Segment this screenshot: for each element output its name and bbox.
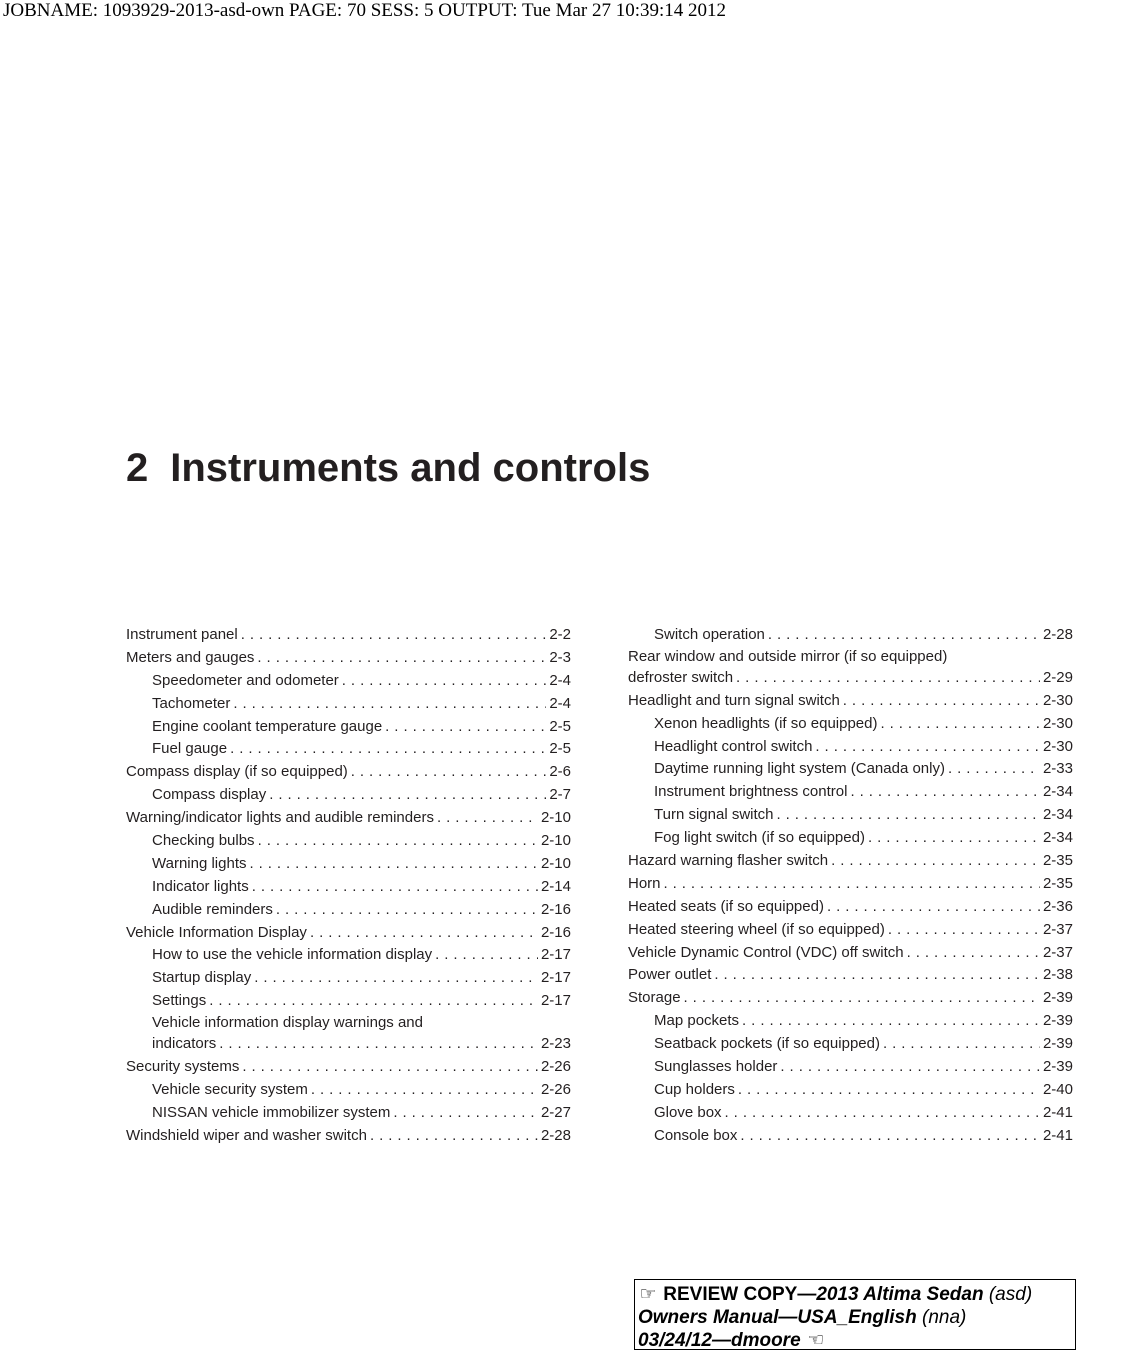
toc-entry-label: Vehicle Dynamic Control (VDC) off switch [628,943,904,961]
toc-entry-page: 2-7 [549,786,571,804]
toc-entry[interactable] [126,693,571,716]
review-model-code: (asd) [983,1284,1033,1305]
toc-entry-page: 2-39 [1042,989,1073,1007]
toc-entry-label: Windshield wiper and washer switch [126,1126,367,1144]
toc-entry-page: 2-28 [540,1126,571,1144]
toc-entry-label: defroster switch [628,668,734,686]
toc-leader-dots [269,784,546,807]
toc-entry-label: indicators [152,1035,217,1053]
toc-entry[interactable] [628,896,1073,919]
toc-entry-page: 2-23 [540,1035,571,1053]
toc-entry[interactable] [628,1033,1073,1056]
toc-entry-page: 2-10 [540,854,571,872]
toc-entry[interactable] [126,922,571,945]
toc-entry-label: Heated steering wheel (if so equipped) [628,920,885,938]
toc-entry-label: Map pockets [654,1012,740,1030]
toc-entry-label: Seatback pockets (if so equipped) [654,1035,880,1053]
toc-right-column [628,624,1073,1148]
toc-entry-line2 [152,1033,571,1056]
toc-entry[interactable] [126,761,571,784]
chapter-title [126,444,650,492]
toc-leader-dots [883,1033,1040,1056]
toc-entry-page: 2-34 [1042,829,1073,847]
toc-entry-page: 2-30 [1042,737,1073,755]
toc-entry[interactable] [126,807,571,830]
toc-entry-label: Fog light switch (if so equipped) [654,829,865,847]
toc-entry-page: 2-14 [540,877,571,895]
toc-leader-dots [437,807,538,830]
toc-entry-label: NISSAN vehicle immobilizer system [152,1103,391,1121]
toc-entry[interactable] [628,647,1073,690]
toc-entry[interactable] [628,781,1073,804]
toc-entry-label: Headlight control switch [654,737,813,755]
toc-entry[interactable] [628,690,1073,713]
toc-entry-label: Hazard warning flasher switch [628,852,829,870]
toc-entry-page: 2-4 [549,671,571,689]
toc-entry-label: Power outlet [628,966,712,984]
toc-leader-dots [241,624,547,647]
toc-entry-label: Daytime running light system (Canada only) [654,760,945,778]
review-manual-code: (nna) [916,1307,967,1328]
toc-entry[interactable] [126,716,571,739]
toc-leader-dots [815,736,1040,759]
toc-entry-page: 2-41 [1042,1103,1073,1121]
toc-entry-label: Turn signal switch [654,806,774,824]
toc-leader-dots [219,1033,538,1056]
toc-entry-page: 2-41 [1042,1126,1073,1144]
toc-entry-page: 2-17 [540,992,571,1010]
toc-entry-page: 2-38 [1042,966,1073,984]
toc-entry[interactable] [628,873,1073,896]
toc-entry[interactable] [126,1102,571,1125]
toc-entry[interactable] [126,830,571,853]
toc-leader-dots [881,713,1040,736]
toc-entry-label: Console box [654,1126,738,1144]
toc-leader-dots [257,647,546,670]
toc-leader-dots [230,738,546,761]
toc-entry[interactable] [126,944,571,967]
toc-leader-dots [385,716,546,739]
toc-entry-page: 2-30 [1042,714,1073,732]
toc-entry-page: 2-35 [1042,874,1073,892]
toc-entry-label: Warning/indicator lights and audible reminders [126,809,434,827]
toc-leader-dots [888,919,1040,942]
toc-entry[interactable] [126,899,571,922]
toc-leader-dots [342,670,547,693]
toc-entry[interactable] [126,784,571,807]
toc-entry-label: Engine coolant temperature gauge [152,717,383,735]
toc-leader-dots [736,667,1040,690]
toc-entry-line2 [628,667,1073,690]
toc-entry-label-line1: Rear window and outside mirror (if so equipped) [628,647,948,665]
toc-leader-dots [664,873,1040,896]
toc-entry-label: Instrument brightness control [654,783,848,801]
toc-entry-label: Vehicle security system [152,1080,308,1098]
toc-entry-page: 2-37 [1042,920,1073,938]
toc-entry-label: How to use the vehicle information display [152,946,433,964]
toc-entry[interactable] [126,1125,571,1148]
toc-entry-label: Meters and gauges [126,648,255,666]
toc-entry[interactable] [126,876,571,899]
pointing-hand-right-icon: ☞ [639,1284,657,1305]
toc-entry-label: Audible reminders [152,900,273,918]
toc-leader-dots [393,1102,538,1125]
toc-entry-label: Xenon headlights (if so equipped) [654,714,878,732]
toc-entry-page: 2-26 [540,1080,571,1098]
toc-entry-page: 2-28 [1042,626,1073,643]
toc-entry[interactable] [628,758,1073,781]
toc-entry-label: Storage [628,989,681,1007]
toc-entry-page: 2-27 [540,1103,571,1121]
toc-entry[interactable] [126,670,571,693]
toc-entry-label: Warning lights [152,854,247,872]
toc-leader-dots [254,967,538,990]
toc-entry-page: 2-6 [549,763,571,781]
toc-entry-page: 2-10 [540,832,571,850]
toc-leader-dots [310,922,538,945]
toc-entry-label: Checking bulbs [152,832,255,850]
toc-entry[interactable] [628,919,1073,942]
toc-entry-page: 2-16 [540,923,571,941]
toc-entry-page: 2-39 [1042,1035,1073,1053]
toc-entry-label: Switch operation [654,626,765,643]
toc-leader-dots [827,896,1040,919]
toc-leader-dots [258,830,538,853]
toc-entry[interactable] [126,967,571,990]
toc-entry[interactable] [126,1013,571,1056]
toc-entry-label: Heated seats (if so equipped) [628,897,824,915]
toc-entry-label: Indicator lights [152,877,249,895]
toc-leader-dots [740,1125,1040,1148]
toc-entry[interactable] [126,624,571,647]
toc-entry-page: 2-33 [1042,760,1073,778]
review-line-1 [638,1283,1075,1306]
toc-entry-page: 2-35 [1042,852,1073,870]
toc-entry-page: 2-29 [1042,668,1073,686]
toc-leader-dots [777,804,1040,827]
toc-entry-page: 2-5 [549,717,571,735]
toc-entry[interactable] [628,804,1073,827]
toc-entry-label: Startup display [152,969,252,987]
toc-leader-dots [233,693,546,716]
toc-leader-dots [768,624,1040,647]
toc-entry-label: Compass display [152,786,267,804]
toc-entry-page: 2-34 [1042,806,1073,824]
review-line-3 [638,1329,1075,1352]
toc-left-column [126,624,571,1148]
toc-entry-page: 2-36 [1042,897,1073,915]
toc-leader-dots [831,850,1040,873]
toc-leader-dots [738,1079,1040,1102]
job-header: JOBNAME: 1093929-2013-asd-own PAGE: 70 SESS: 5 OUTPUT: Tue Mar 27 10:39:14 2012 [3,0,727,21]
toc-entry-label: Instrument panel [126,626,238,643]
chapter-name: Instruments and controls [170,446,651,490]
toc-entry-page: 2-17 [540,946,571,964]
toc-leader-dots [868,827,1040,850]
toc-leader-dots [948,758,1040,781]
toc-entry[interactable] [628,1056,1073,1079]
toc-entry-label: Horn [628,874,661,892]
toc-leader-dots [311,1079,538,1102]
toc-entry[interactable] [628,987,1073,1010]
toc-leader-dots [780,1056,1040,1079]
toc-entry[interactable] [126,738,571,761]
toc-entry[interactable] [628,942,1073,965]
toc-entry-page: 2-37 [1042,943,1073,961]
toc-entry-label: Security systems [126,1058,240,1076]
chapter-number: 2 [126,446,149,490]
toc-entry-page: 2-16 [540,900,571,918]
toc-entry[interactable] [628,1079,1073,1102]
toc-entry-label: Headlight and turn signal switch [628,691,840,709]
review-date-editor: 03/24/12—dmoore [638,1330,801,1351]
toc-entry-page: 2-40 [1042,1080,1073,1098]
toc-leader-dots [276,899,538,922]
toc-entry-label: Speedometer and odometer [152,671,339,689]
toc-leader-dots [242,1056,538,1079]
toc-entry-label: Fuel gauge [152,740,228,758]
toc-entry[interactable] [628,964,1073,987]
toc-leader-dots [850,781,1040,804]
toc-entry[interactable] [628,713,1073,736]
toc-entry-page: 2-17 [540,969,571,987]
toc-leader-dots [249,853,537,876]
toc-entry[interactable] [126,1056,571,1079]
toc-entry[interactable] [126,990,571,1013]
toc-entry-page: 2-5 [549,740,571,758]
toc-entry[interactable] [628,850,1073,873]
toc-entry-page: 2-26 [540,1058,571,1076]
toc-entry-page: 2-30 [1042,691,1073,709]
toc-entry-label: Vehicle Information Display [126,923,307,941]
toc-entry-page: 2-39 [1042,1058,1073,1076]
toc-entry[interactable] [126,1079,571,1102]
toc-entry[interactable] [628,1125,1073,1148]
toc-entry-page: 2-3 [549,648,571,666]
toc-entry-page: 2-4 [549,694,571,712]
toc-entry-page: 2-10 [540,809,571,827]
toc-leader-dots [714,964,1040,987]
toc-entry-label: Cup holders [654,1080,735,1098]
toc-entry[interactable] [628,624,1073,647]
toc-entry-page: 2-34 [1042,783,1073,801]
toc-entry-label: Compass display (if so equipped) [126,763,348,781]
toc-entry[interactable] [126,853,571,876]
toc-entry[interactable] [628,1010,1073,1033]
toc-entry-label-line1: Vehicle information display warnings and [152,1014,423,1032]
pointing-hand-left-icon: ☜ [807,1330,825,1351]
toc-entry-label: Sunglasses holder [654,1058,778,1076]
toc-leader-dots [370,1125,538,1148]
toc-entry[interactable] [126,647,571,670]
review-label: REVIEW COPY— [663,1284,817,1305]
toc-entry-page: 2-39 [1042,1012,1073,1030]
toc-entry-label: Settings [152,992,207,1010]
toc-entry[interactable] [628,1102,1073,1125]
toc-leader-dots [907,942,1040,965]
toc-entry-page: 2-2 [549,626,571,643]
toc-leader-dots [843,690,1040,713]
review-model: 2013 Altima Sedan [816,1284,984,1305]
review-line-2 [638,1306,1075,1329]
toc-leader-dots [725,1102,1040,1125]
toc-leader-dots [351,761,547,784]
toc-entry[interactable] [628,827,1073,850]
toc-entry-label: Glove box [654,1103,722,1121]
toc-leader-dots [209,990,538,1013]
toc-leader-dots [435,944,538,967]
review-copy-stamp [634,1279,1076,1350]
toc-leader-dots [684,987,1040,1010]
review-manual: Owners Manual—USA_English [638,1307,917,1328]
toc-leader-dots [742,1010,1040,1033]
toc-entry-label: Tachometer [152,694,231,712]
toc-leader-dots [252,876,538,899]
toc-entry[interactable] [628,736,1073,759]
